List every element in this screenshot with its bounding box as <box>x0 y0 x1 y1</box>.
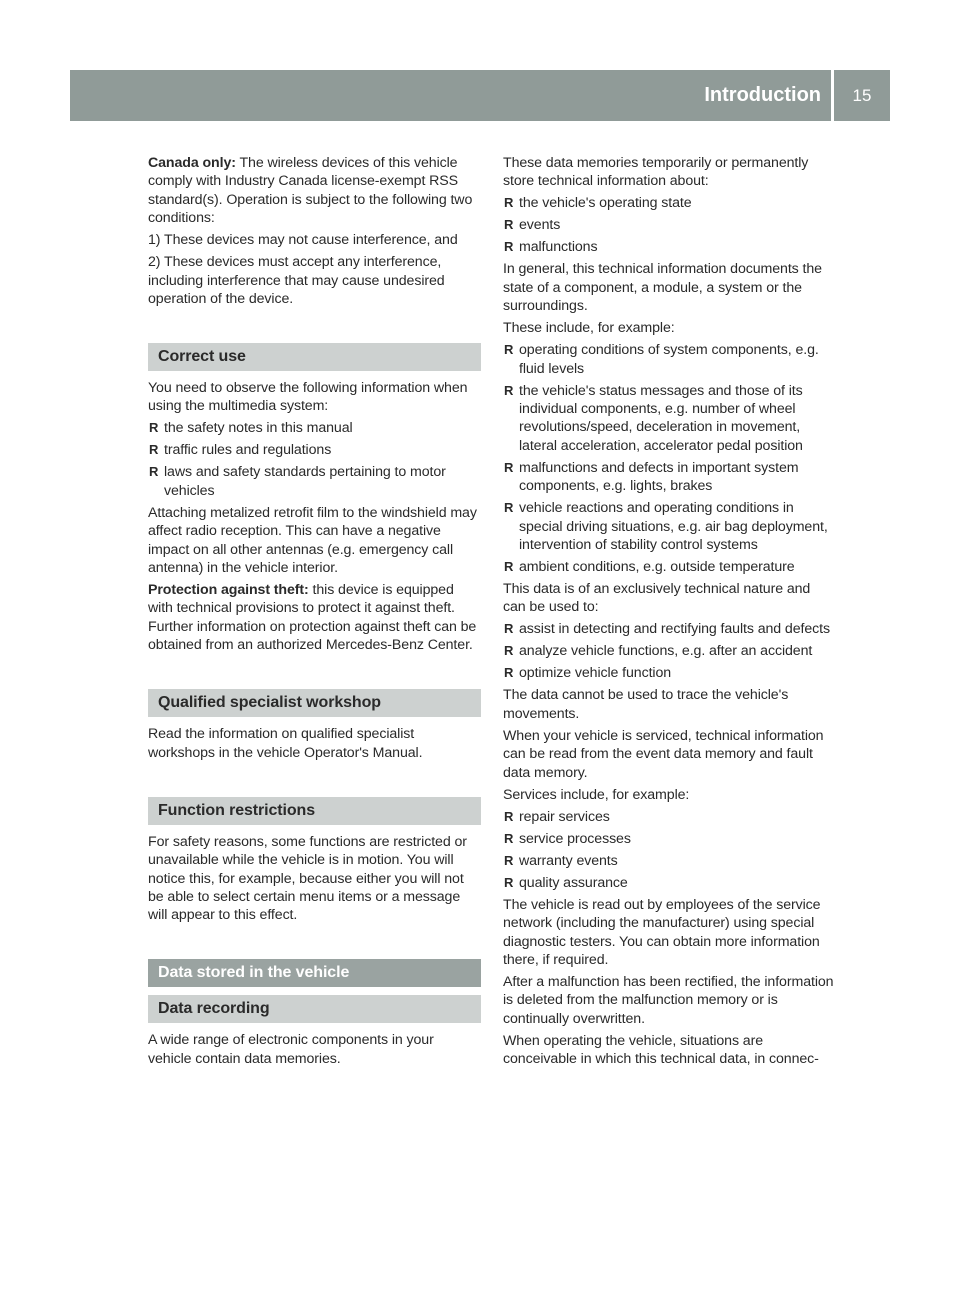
paragraph: These data memories temporarily or permanently store technical information about: <box>503 155 809 190</box>
paragraph: The data cannot be used to trace the vehicle's movements. <box>503 687 789 722</box>
page-number: 15 <box>852 85 872 105</box>
list-item: R the vehicle's status messages and those of its individual components, e.g. number of wheel revolutions/speed, deceleration in movement, lateral acceleration, accelerator pedal position <box>504 382 803 454</box>
list-item: R repair services <box>504 808 610 825</box>
bullet-icon: R <box>504 643 514 659</box>
left-column <box>148 154 481 1072</box>
canada-label: Canada only: <box>148 155 236 171</box>
heading-qualified-workshop: Qualified specialist workshop <box>148 689 481 717</box>
right-column <box>503 154 835 1072</box>
bullet-icon: R <box>504 808 514 824</box>
canada-text: The wireless devices of this vehicle comply with Industry Canada license-exempt RSS standard(s). Operation is subject to the following two conditions: <box>148 155 473 227</box>
heading-correct-use: Correct use <box>148 343 481 371</box>
paragraph: Services include, for example: <box>503 786 690 803</box>
bullet-icon: R <box>504 239 514 255</box>
heading-data-recording: Data recording <box>148 995 481 1023</box>
list-item: R optimize vehicle function <box>504 665 672 682</box>
bullet-icon: R <box>504 830 514 846</box>
bullet-icon: R <box>504 665 514 681</box>
canada-paragraph <box>148 154 481 228</box>
list-item: R vehicle reactions and operating conditions in special driving situations, e.g. air bag deployment, intervention of stability control systems <box>504 500 828 554</box>
bullet-icon: R <box>504 459 514 475</box>
paragraph: This data is of an exclusively technical nature and can be used to: <box>503 581 811 616</box>
bullet-icon: R <box>504 217 514 233</box>
condition-1: 1) These devices may not cause interference, and <box>148 232 458 249</box>
bullet-icon: R <box>504 621 514 637</box>
section-title: Introduction <box>704 84 821 106</box>
paragraph: When operating the vehicle, situations are conceivable in which this technical data, in connec- <box>503 1032 819 1068</box>
list-item: R malfunctions <box>504 239 598 256</box>
bullet-icon: R <box>504 382 514 398</box>
bullet-icon: R <box>149 442 159 458</box>
list-item: R traffic rules and regulations <box>149 442 332 459</box>
heading-function-restrictions: Function restrictions <box>148 797 481 825</box>
bullet-icon: R <box>504 559 514 575</box>
function-paragraph: For safety reasons, some functions are restricted or unavailable while the vehicle is in motion. You will notice this, for example, because either you will not be able to select certain menu items or a message will appear to this effect. <box>148 833 467 924</box>
correct-use-intro: You need to observe the following information when using the multimedia system: <box>148 380 468 415</box>
list-item: R ambient conditions, e.g. outside temperature <box>504 559 795 576</box>
list-item: R operating conditions of system components, e.g. fluid levels <box>504 342 819 377</box>
paragraph: The vehicle is read out by employees of the service network (including the manufacturer) using special diagnostic testers. You can obtain more information there, if required. <box>503 896 821 968</box>
list-item: R the safety notes in this manual <box>149 420 353 437</box>
list-item: R quality assurance <box>504 874 628 891</box>
theft-text: this device is equipped with technical provisions to protect it against theft. Further information on protection against theft can be obtained from an authorized Mercedes-Benz Center. <box>148 582 477 654</box>
list-item: R warranty events <box>504 852 618 869</box>
qualified-paragraph: Read the information on qualified specialist workshops in the vehicle Operator's Manual. <box>148 726 423 761</box>
bullet-icon: R <box>504 342 514 358</box>
bullet-icon: R <box>149 464 159 480</box>
paragraph: These include, for example: <box>503 320 675 337</box>
heading-data-stored: Data stored in the vehicle <box>148 959 481 987</box>
paragraph: In general, this technical information documents the state of a component, a module, a system or the surroundings. <box>503 261 822 315</box>
list-item: R laws and safety standards pertaining to motor vehicles <box>149 464 446 499</box>
theft-label: Protection against theft: <box>148 582 309 599</box>
correct-use-list <box>148 419 481 500</box>
bullet-icon: R <box>504 852 514 868</box>
bullet-icon: R <box>504 500 514 516</box>
list-item: R malfunctions and defects in important system components, e.g. lights, brakes <box>504 459 799 495</box>
list-item: R the vehicle's operating state <box>504 195 692 212</box>
memory-list <box>503 194 835 256</box>
examples-list <box>503 341 835 576</box>
services-list <box>503 808 835 892</box>
list-item: R service processes <box>504 830 631 847</box>
paragraph: When your vehicle is serviced, technical information can be read from the event data memory and fault data memory. <box>503 727 824 781</box>
bullet-icon: R <box>149 420 159 436</box>
data-recording-paragraph: A wide range of electronic components in your vehicle contain data memories. <box>148 1032 434 1067</box>
condition-2: 2) These devices must accept any interference, including interference that may cause undesired operation of the device. <box>148 254 445 308</box>
film-paragraph: Attaching metalized retrofit film to the windshield may affect radio reception. This can have a negative impact on all other antennas (e.g. emergency call antenna) in the vehicle interior. <box>148 504 477 577</box>
list-item: R analyze vehicle functions, e.g. after an accident <box>504 643 813 660</box>
uses-list <box>503 620 835 682</box>
bullet-icon: R <box>504 195 514 211</box>
theft-paragraph <box>148 581 481 655</box>
paragraph: After a malfunction has been rectified, the information is deleted from the malfunction memory or is continually overwritten. <box>503 973 834 1027</box>
list-item: R events <box>504 217 561 234</box>
list-item: R assist in detecting and rectifying faults and defects <box>504 621 830 638</box>
bullet-icon: R <box>504 874 514 890</box>
